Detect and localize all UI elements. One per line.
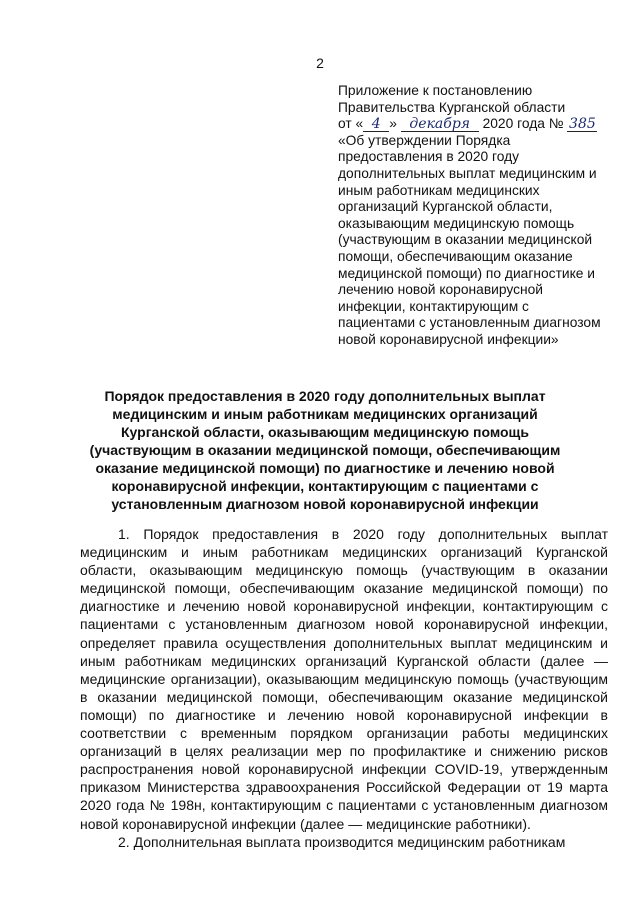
document-title: Порядок предоставления в 2020 году дополнительных выплат медицинским и иным работникам медицинских организаций Курганской области, оказывающим медицинскую помощь (участвующим в оказании медицинской помощи, обеспечивающим оказание медицинской помощи) по диагностике и лечению новой коронавирусной инфекции, контактирующим с пациентами с установленным диагнозом новой коронавирусной инфекции [89,388,561,512]
paragraph-number: 2. [118,833,130,850]
appendix-subject-line: дополнительных выплат медицинским и [338,165,597,181]
page-number: 2 [316,55,324,71]
paragraph-2 [80,833,608,851]
appendix-header [338,83,606,349]
date-day: 4 [363,117,389,132]
date-month: декабря [401,117,479,132]
paragraph-1 [80,525,608,833]
appendix-subject-line: иным работникам медицинских [338,182,540,198]
date-mid: » [389,116,397,132]
date-prefix: от « [338,116,364,132]
appendix-subject-line: инфекции, контактирующим с [338,298,529,314]
paragraph-number: 1. [118,526,130,542]
appendix-subject-line: помощи, обеспечивающим оказание [338,248,573,264]
appendix-subject-line: организаций Курганской области, [338,199,553,215]
appendix-subject-line: медицинской помощи) по диагностике и [338,265,595,281]
paragraph-text: Порядок предоставления в 2020 году дополнительных выплат медицинским и иным работникам медицинских организаций Курганской области, оказывающим медицинскую помощь (участвующим в оказании медицинской помощи, обеспечивающим оказание медицинской помощи) по диагностике и лечению новой коронавирусной инфекции, контактирующим с пациентами с установленным диагнозом новой коронавирусной инфекции, определяет правила осуществления дополнительных выплат медицинским и иным работникам медицинских организаций Курганской области (далее — медицинские организации), оказывающим медицинскую помощь (участвующим в оказании медицинской помощи, обеспечивающим оказание медицинской помощи) по диагностике и лечению новой коронавирусной инфекции в соответствии с временным порядком организации работы медицинских организаций в целях реализации мер по профилактике и снижению рисков распространения новой коронавирусной инфекции COVID-19, утвержденным приказом Министерства здравоохранения Российской Федерации от 19 марта 2020 года № 198н, контактирующим с пациентами с установленным диагнозом новой коронавирусной инфекции (далее — медицинские работники). [80,526,609,832]
appendix-subject-line: новой коронавирусной инфекции» [338,331,559,347]
appendix-line-1: Приложение к постановлению [338,83,533,98]
paragraph-text: Дополнительная выплата производится медицинским работникам [133,833,566,850]
document-number: 385 [569,116,596,133]
appendix-line-2: Правительства Курганской области [338,99,566,115]
appendix-subject-line: (участвующим в оказании медицинской [338,232,593,248]
appendix-subject-line: предоставления в 2020 году [338,149,520,165]
appendix-subject-line: лечению новой коронавирусной [338,282,544,298]
date-year: 2020 года № [482,116,564,132]
appendix-subject-line: пациентами с установленным диагнозом [338,315,601,331]
appendix-date-line [338,116,606,133]
document-body [80,525,608,851]
appendix-subject-line: «Об утверждении Порядка [338,132,511,148]
appendix-subject-line: оказывающим медицинскую помощь [338,215,575,231]
